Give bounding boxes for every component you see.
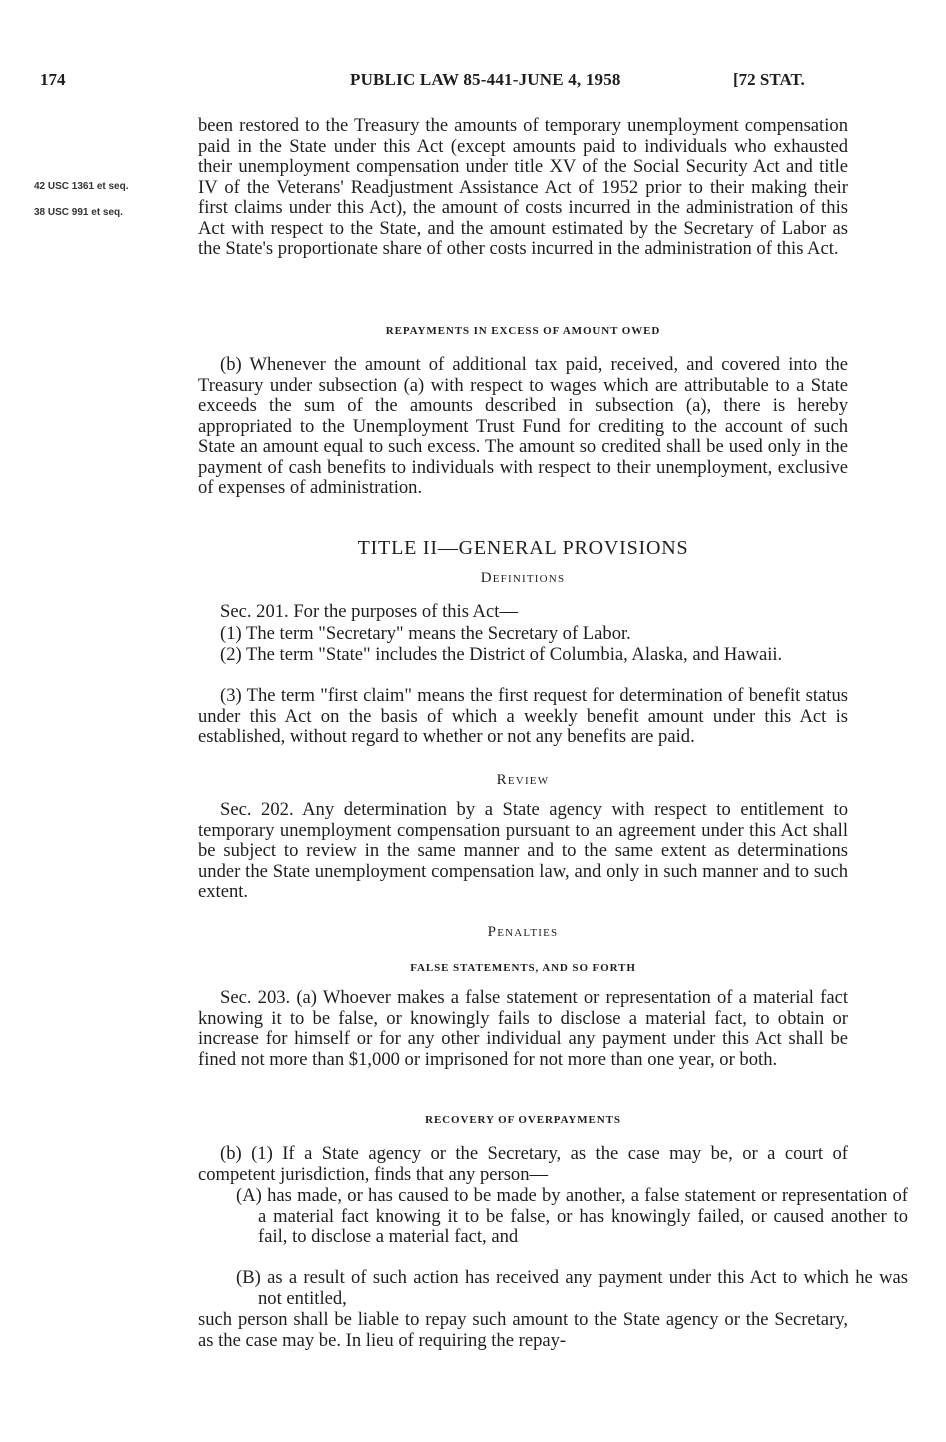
- margin-note-usc-991: 38 USC 991 et seq.: [34, 207, 123, 218]
- section-203-a: Sec. 203. (a) Whoever makes a false statement or representation of a material fact knowing it to be false, or knowingly fails to disclose a material fact, to obtain or increase for himself or for any other individual any payment under this Act shall be fined not more than $1,000 or imprisoned for not more than one year, or both.: [198, 987, 848, 1070]
- section-203-b1-a: (A) has made, or has caused to be made by another, a false statement or representation of a material fact knowing it to be false, or has knowingly failed, or caused another to fail, to disclose a material fact, and: [236, 1185, 908, 1247]
- heading-false-statements: FALSE STATEMENTS, AND SO FORTH: [410, 962, 636, 974]
- heading-penalties: Penalties: [487, 924, 559, 940]
- section-201-3: (3) The term "first claim" means the first request for determination of benefit status under this Act on the basis of which a weekly benefit amount under this Act is established, without regard to whether or not any benefits are paid.: [198, 685, 848, 747]
- title-ii-heading: TITLE II—GENERAL PROVISIONS: [357, 537, 689, 559]
- margin-note-usc-1361: 42 USC 1361 et seq.: [34, 181, 129, 192]
- section-203-b1-tail: such person shall be liable to repay such amount to the State agency or the Secretary, as the case may be. In lieu of requiring the repay-: [198, 1309, 848, 1351]
- volume-reference: [72 STAT.: [733, 70, 805, 89]
- section-203-b1: (b) (1) If a State agency or the Secretary, as the case may be, or a court of competent jurisdiction, finds that any person—: [198, 1143, 848, 1185]
- section-201: Sec. 201. For the purposes of this Act—: [220, 601, 518, 622]
- section-201-1: (1) The term "Secretary" means the Secretary of Labor.: [220, 623, 631, 644]
- heading-definitions: Definitions: [480, 570, 566, 586]
- heading-recovery-of-overpayments: RECOVERY OF OVERPAYMENTS: [425, 1114, 621, 1126]
- heading-repayments: REPAYMENTS IN EXCESS OF AMOUNT OWED: [385, 325, 661, 337]
- running-head: PUBLIC LAW 85-441-JUNE 4, 1958: [350, 70, 621, 89]
- heading-review: Review: [496, 772, 550, 788]
- paragraph-repayments-b: (b) Whenever the amount of additional tax paid, received, and covered into the Treasury under subsection (a) with respect to wages which are attributable to a State exceeds the sum of the amounts described in subsection (a), there is hereby appropriated to the Unemployment Trust Fund for crediting to the account of such State an amount equal to such excess. The amount so credited shall be used only in the payment of cash benefits to individuals with respect to their unemployment, exclusive of expenses of administration.: [198, 354, 848, 498]
- page-number: 174: [40, 70, 66, 89]
- section-202: Sec. 202. Any determination by a State agency with respect to entitlement to temporary unemployment compensation pursuant to an agreement under this Act shall be subject to review in the same manner and to the same extent as determinations under the State unemployment compensation law, and only in such manner and to such extent.: [198, 799, 848, 902]
- paragraph-opening: been restored to the Treasury the amounts of temporary unemployment compensation paid in the State under this Act (except amounts paid to individuals who exhausted their unemployment compensation under title XV of the Social Security Act and title IV of the Veterans' Readjustment Assistance Act of 1952 prior to their making their first claims under this Act), the amount of costs incurred in the administration of this Act with respect to the State, and the amount estimated by the Secretary of Labor as the State's proportionate share of other costs incurred in the administration of this Act.: [198, 115, 848, 259]
- section-203-b1-b: (B) as a result of such action has received any payment under this Act to which he was not entitled,: [236, 1267, 908, 1309]
- section-201-2: (2) The term "State" includes the District of Columbia, Alaska, and Hawaii.: [220, 644, 783, 665]
